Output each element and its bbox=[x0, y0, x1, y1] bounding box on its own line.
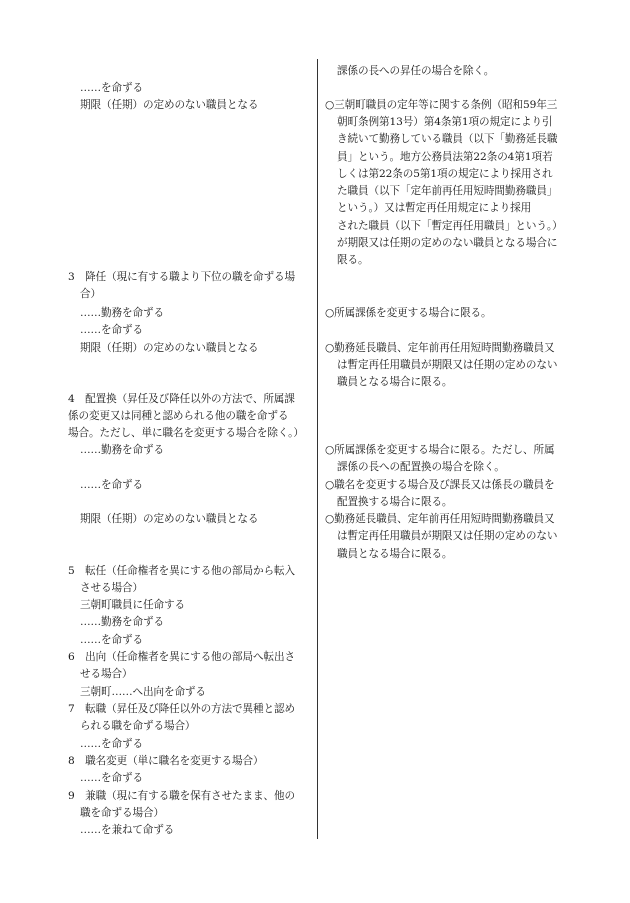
text-line: 三朝町職員に任命する bbox=[80, 599, 185, 611]
text-line: 場合。ただし、単に職名を変更する場合を除く。） bbox=[68, 427, 304, 439]
note-line: された職員（以下「暫定再任用職員」という。） bbox=[337, 220, 563, 232]
text-line: ……を命ずる bbox=[80, 738, 143, 750]
section-heading: 4 配置換（昇任及び降任以外の方法で、所属課 bbox=[68, 393, 295, 405]
column-divider bbox=[317, 59, 318, 839]
section-heading: 3 降任（現に有する職より下位の職を命ずる場 bbox=[68, 271, 296, 283]
note-line: た職員（以下「定年前再任用短時間勤務職員」 bbox=[337, 185, 558, 197]
note-line: き続いて勤務している職員（以下「勤務延長職 bbox=[337, 133, 558, 145]
note-line: が期限又は任期の定めのない職員となる場合に bbox=[337, 237, 558, 249]
text-line: 期限（任期）の定めのない職員となる bbox=[80, 99, 259, 111]
note-line: 職員となる場合に限る。 bbox=[337, 376, 453, 388]
note-line: 限る。 bbox=[337, 254, 369, 266]
note-line: ○職名を変更する場合及び課長又は係長の職員を bbox=[325, 479, 555, 491]
note-line: 職員となる場合に限る。 bbox=[337, 548, 453, 560]
text-line: 合） bbox=[80, 288, 101, 300]
note-line: 課係の長への昇任の場合を除く。 bbox=[337, 65, 495, 77]
section-heading: 5 転任（任命権者を異にする他の部局から転入 bbox=[68, 565, 296, 577]
text-line: ……勤務を命ずる bbox=[80, 616, 164, 628]
section-heading: 8 職名変更（単に職名を変更する場合） bbox=[68, 755, 264, 767]
text-line: られる職を命ずる場合） bbox=[80, 720, 196, 732]
section-heading: 6 出向（任命権者を異にする他の部局へ転出さ bbox=[68, 651, 296, 663]
note-line: ○所属課係を変更する場合に限る。 bbox=[325, 307, 492, 319]
note-line: ○三朝町職員の定年等に関する条例（昭和59年三 bbox=[325, 99, 558, 111]
text-line: ……勤務を命ずる bbox=[80, 444, 164, 456]
text-line: 職を命ずる場合） bbox=[80, 807, 164, 819]
text-line: ……を兼ねて命ずる bbox=[80, 824, 175, 836]
section-heading: 9 兼職（現に有する職を保有させたまま、他の bbox=[68, 790, 296, 802]
note-line: 配置換する場合に限る。 bbox=[337, 496, 453, 508]
note-line: ○勤務延長職員、定年前再任用短時間勤務職員又 bbox=[325, 342, 555, 354]
text-line: せる場合） bbox=[80, 668, 133, 680]
text-line: ……を命ずる bbox=[80, 324, 143, 336]
text-line: 三朝町……へ出向を命ずる bbox=[80, 686, 206, 698]
note-line: 朝町条例第13号）第4条第1項の規定により引 bbox=[337, 116, 553, 128]
text-line: ……を命ずる bbox=[80, 772, 143, 784]
text-line: 期限（任期）の定めのない職員となる bbox=[80, 513, 259, 525]
text-line: ……を命ずる bbox=[80, 634, 143, 646]
text-line: 期限（任期）の定めのない職員となる bbox=[80, 342, 259, 354]
note-line: は暫定再任用職員が期限又は任期の定めのない bbox=[337, 530, 558, 542]
text-line: 係の変更又は同種と認められる他の職を命ずる bbox=[68, 410, 289, 422]
note-line: ○勤務延長職員、定年前再任用短時間勤務職員又 bbox=[325, 513, 555, 525]
note-line: ○所属課係を変更する場合に限る。ただし、所属 bbox=[325, 444, 555, 456]
text-line: ……勤務を命ずる bbox=[80, 307, 164, 319]
note-line: しくは第22条の5第1項の規定により採用され bbox=[337, 168, 553, 180]
note-line: は暫定再任用職員が期限又は任期の定めのない bbox=[337, 359, 558, 371]
note-line: 員」という。地方公務員法第22条の4第1項若 bbox=[337, 151, 553, 163]
note-line: 課係の長への配置換の場合を除く。 bbox=[337, 461, 505, 473]
text-line: ……を命ずる bbox=[80, 82, 143, 94]
section-heading: 7 転職（昇任及び降任以外の方法で異種と認め bbox=[68, 703, 296, 715]
text-line: させる場合） bbox=[80, 582, 143, 594]
note-line: という。）又は暫定再任用規定により採用 bbox=[337, 202, 532, 214]
text-line: ……を命ずる bbox=[80, 479, 143, 491]
